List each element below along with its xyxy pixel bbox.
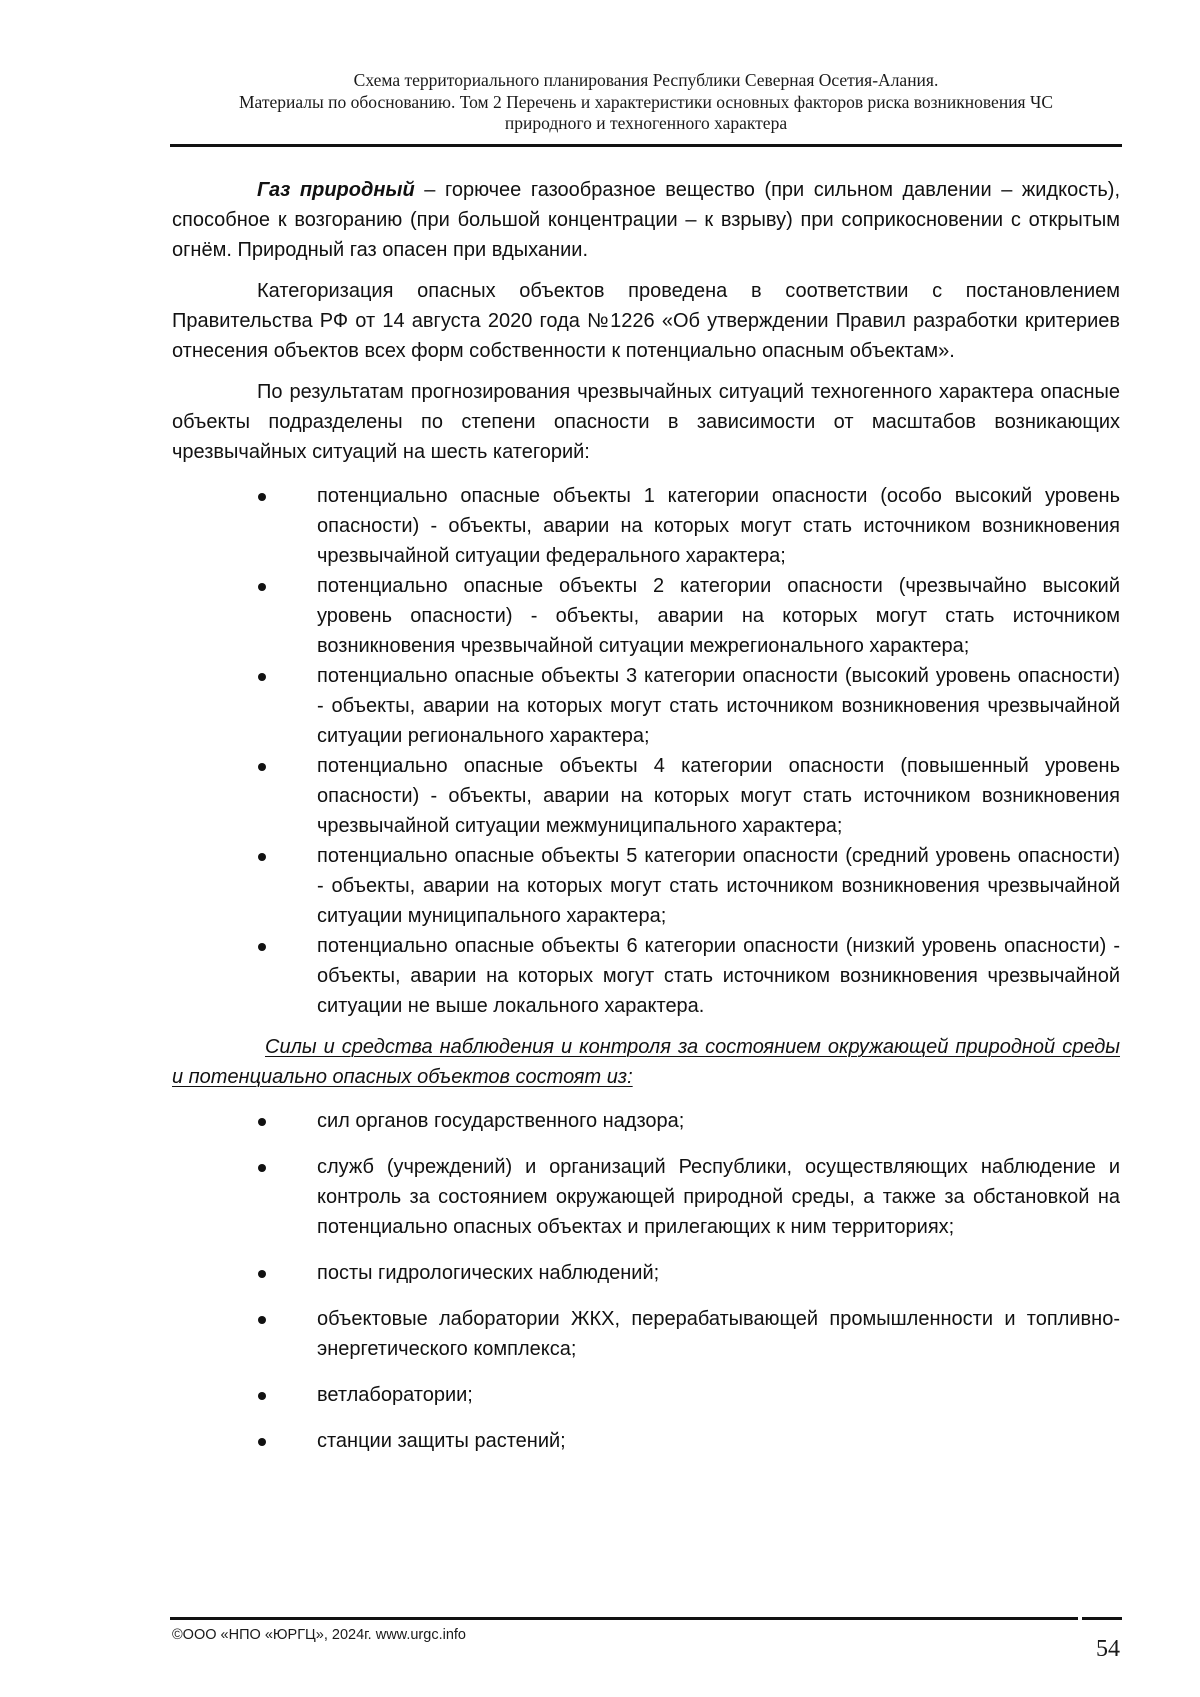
header-line-1: Схема территориального планирования Республики Северная Осетия-Алания. [353,70,939,90]
list-item [172,1258,1120,1288]
forecast-paragraph: По результатам прогнозирования чрезвычайных ситуаций техногенного характера опасные объекты подразделены по степени опасности в зависимости от масштабов возникающих чрезвычайных ситуаций на шесть категорий: [172,381,1120,463]
header-divider [170,144,1122,147]
list-item [172,1304,1120,1364]
bullet-icon [258,1164,266,1172]
bullet-icon [258,673,266,681]
list-item-text: потенциально опасные объекты 4 категории опасности (повышенный уровень опасности) - объекты, аварии на которых могут стать источником возникновения чрезвычайной ситуации межмуниципального характера; [317,755,1120,837]
list-item [172,661,1120,751]
bullet-icon [258,853,266,861]
bullet-icon [258,763,266,771]
list-item [172,1106,1120,1136]
bullet-icon [258,583,266,591]
document-header [170,70,1122,135]
bullet-icon [258,1392,266,1400]
list-item-text: станции защиты растений; [317,1430,566,1452]
bullet-icon [258,1316,266,1324]
document-body [172,175,1120,1472]
list-item-text: ветлаборатории; [317,1384,473,1406]
gas-paragraph [172,175,1120,265]
forces-heading: Силы и средства наблюдения и контроля за состоянием окружающей природной среды и потенциально опасных объектов состоят из: [172,1036,1120,1088]
list-item [172,931,1120,1021]
bullet-icon [258,493,266,501]
list-item-text: потенциально опасные объекты 1 категории опасности (особо высокий уровень опасности) - объекты, аварии на которых могут стать источником возникновения чрезвычайной ситуации федерального характера; [317,485,1120,567]
list-item [172,481,1120,571]
list-item-text: сил органов государственного надзора; [317,1110,685,1132]
list-item-text: потенциально опасные объекты 3 категории опасности (высокий уровень опасности) - объекты, аварии на которых могут стать источником возникновения чрезвычайной ситуации регионального характера; [317,665,1120,747]
gas-term: Газ природный [257,179,415,201]
list-item [172,1426,1120,1456]
list-item [172,1380,1120,1410]
page-number: 54 [1096,1636,1120,1662]
bullet-icon [258,1118,266,1126]
list-item-text: служб (учреждений) и организаций Республики, осуществляющих наблюдение и контроль за состоянием окружающей природной среды, а также за обстановкой на потенциально опасных объектах и прилегающих к ним территориях; [317,1156,1120,1238]
list-item [172,841,1120,931]
header-line-3: природного и техногенного характера [504,113,788,133]
footer-copyright: ©ООО «НПО «ЮРГЦ», 2024г. www.urgc.info [172,1627,466,1643]
list-item-text: потенциально опасные объекты 2 категории опасности (чрезвычайно высокий уровень опасности) - объекты, аварии на которых могут стать источником возникновения чрезвычайной ситуации межрегионального характера; [317,575,1120,657]
list-item-text: потенциально опасные объекты 5 категории опасности (средний уровень опасности) - объекты, аварии на которых могут стать источником возникновения чрезвычайной ситуации муниципального характера; [317,845,1120,927]
bullet-icon [258,1438,266,1446]
gas-definition: – горючее газообразное вещество (при сильном давлении – жидкость), способное к возгоранию (при большой концентрации – к взрыву) при соприкосновении с открытым огнём. Природный газ опасен при вдыхании. [172,179,1120,261]
list-item [172,1152,1120,1242]
list-item-text: потенциально опасные объекты 6 категории опасности (низкий уровень опасности) - объекты, аварии на которых могут стать источником возникновения чрезвычайной ситуации не выше локального характера. [317,935,1120,1017]
bullet-icon [258,943,266,951]
categorization-paragraph: Категоризация опасных объектов проведена в соответствии с постановлением Правительства РФ от 14 августа 2020 года №1226 «Об утверждении Правил разработки критериев отнесения объектов всех форм собственности к потенциально опасным объектам». [172,280,1120,362]
list-item [172,571,1120,661]
list-item-text: объектовые лаборатории ЖКХ, перерабатывающей промышленности и топливно-энергетического комплекса; [317,1308,1120,1360]
header-line-2: Материалы по обоснованию. Том 2 Перечень и характеристики основных факторов риска возникновения ЧС [238,91,1054,112]
category-list [172,481,1120,1021]
bullet-icon [258,1270,266,1278]
list-item [172,751,1120,841]
list-item-text: посты гидрологических наблюдений; [317,1262,660,1284]
forces-list [172,1106,1120,1456]
footer-divider [170,1617,1122,1620]
